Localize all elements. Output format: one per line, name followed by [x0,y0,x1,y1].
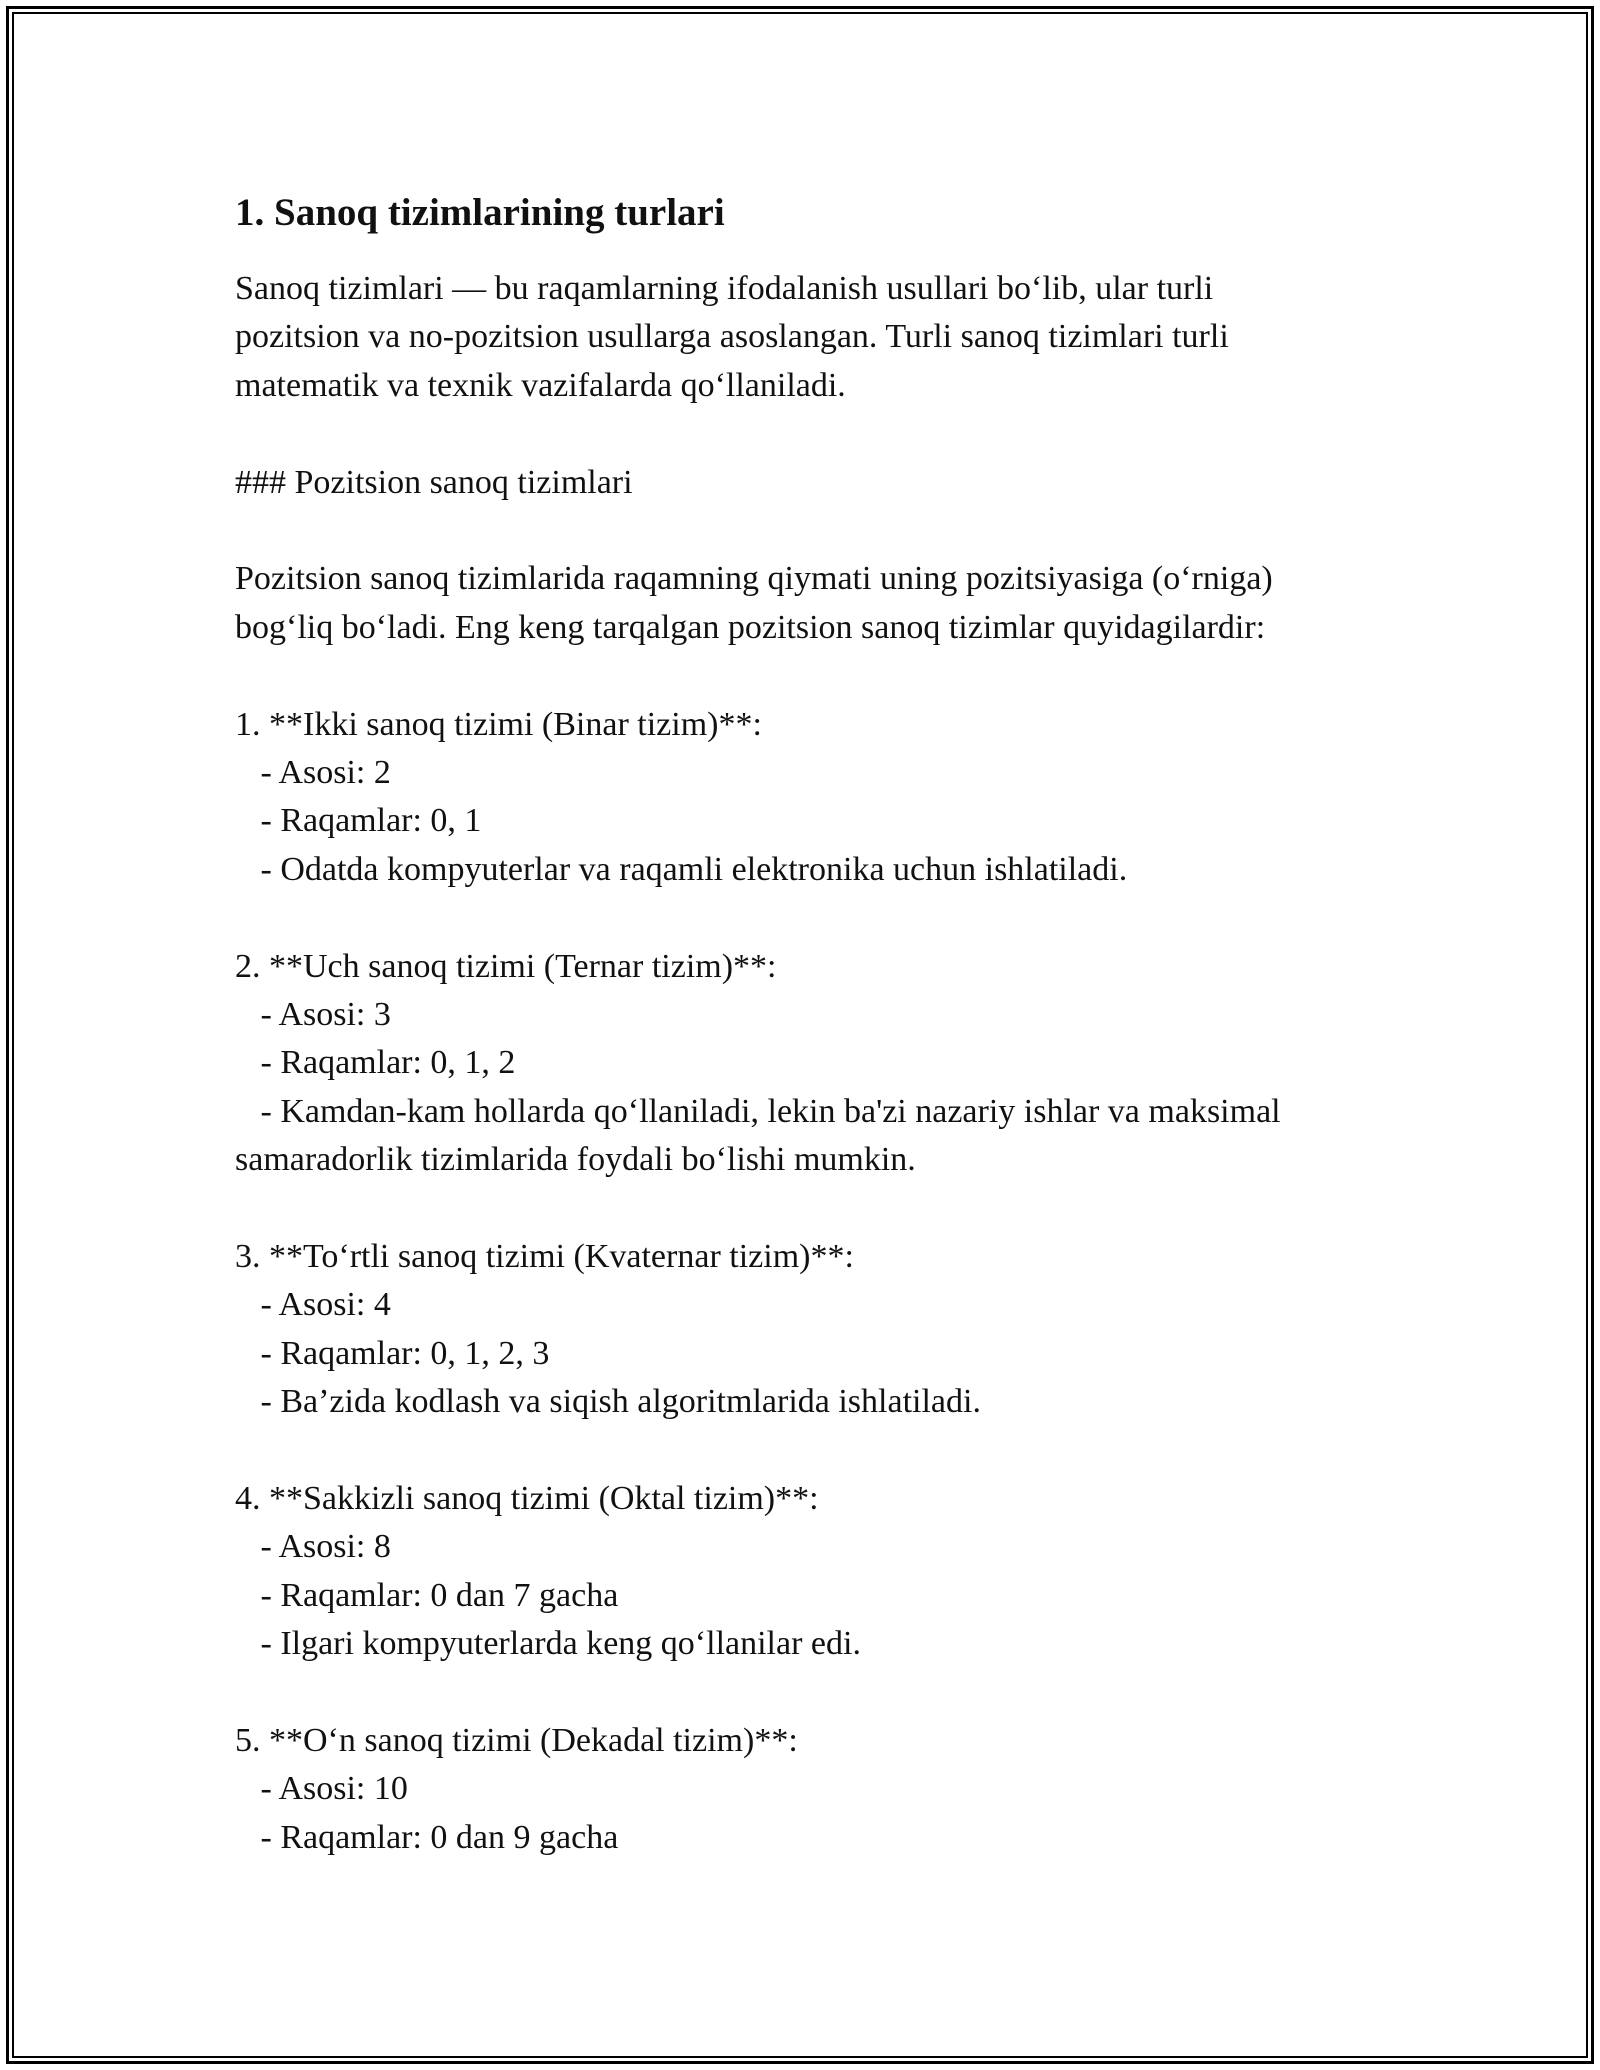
list-item-title: 4. **Sakkizli sanoq tizimi (Oktal tizim)**: [235,1480,819,1518]
list-item-title: 1. **Ikki sanoq tizimi (Binar tizim)**: [235,705,762,743]
intro-line: pozitsion va no-pozitsion usullarga asoslangan. Turli sanoq tizimlari turli [235,318,1229,356]
list-item-line: - Asosi: 3 [235,996,391,1034]
intro-line: Sanoq tizimlari — bu raqamlarning ifodalanish usullari bo‘lib, ular turli [235,270,1214,307]
list-item-title: 5. **O‘n sanoq tizimi (Dekadal tizim)**: [235,1722,798,1760]
blank-line [235,507,1395,555]
list-item-line: - Ba’zida kodlash va siqish algoritmlarida ishlatiladi. [235,1383,981,1421]
blank-line [235,894,1395,942]
list-item-line: - Raqamlar: 0, 1, 2, 3 [235,1334,550,1372]
list-item-line: - Raqamlar: 0 dan 7 gacha [235,1576,619,1614]
blank-line [235,1427,1395,1475]
list-item-line: - Asosi: 10 [235,1770,408,1808]
list-item-line: - Kamdan-kam hollarda qo‘llaniladi, lekin ba'zi nazariy ishlar va maksimal [235,1092,1281,1130]
positional-intro-line: bog‘liq bo‘ladi. Eng keng tarqalgan pozitsion sanoq tizimlar quyidagilardir: [235,608,1266,646]
positional-intro-line: Pozitsion sanoq tizimlarida raqamning qiymati uning pozitsiyasiga (o‘rniga) [235,560,1273,598]
blank-line [235,652,1395,700]
list-item-line: - Raqamlar: 0, 1, 2 [235,1044,516,1082]
list-item-title: 2. **Uch sanoq tizimi (Ternar tizim)**: [235,947,777,985]
section-subheading: ### Pozitsion sanoq tizimlari [235,463,633,501]
document-heading: 1. Sanoq tizimlarining turlari [235,191,725,234]
list-item-line: samaradorlik tizimlarida foydali bo‘lishi mumkin. [235,1141,916,1179]
list-item-line: - Asosi: 2 [235,754,391,792]
blank-line [235,1669,1395,1717]
list-item-title: 3. **To‘rtli sanoq tizimi (Kvaternar tizim)**: [235,1238,854,1276]
list-item-line: - Asosi: 8 [235,1528,391,1566]
list-item-line: - Raqamlar: 0, 1 [235,802,482,840]
list-item-line: - Odatda kompyuterlar va raqamli elektronika uchun ishlatiladi. [235,850,1128,888]
list-item-line: - Asosi: 4 [235,1286,391,1324]
intro-line: matematik va texnik vazifalarda qo‘llaniladi. [235,366,846,404]
document-body [235,185,1395,1862]
blank-line [235,410,1395,458]
list-item-line: - Raqamlar: 0 dan 9 gacha [235,1818,619,1856]
blank-line [235,1185,1395,1233]
list-item-line: - Ilgari kompyuterlarda keng qo‘llanilar edi. [235,1625,861,1663]
